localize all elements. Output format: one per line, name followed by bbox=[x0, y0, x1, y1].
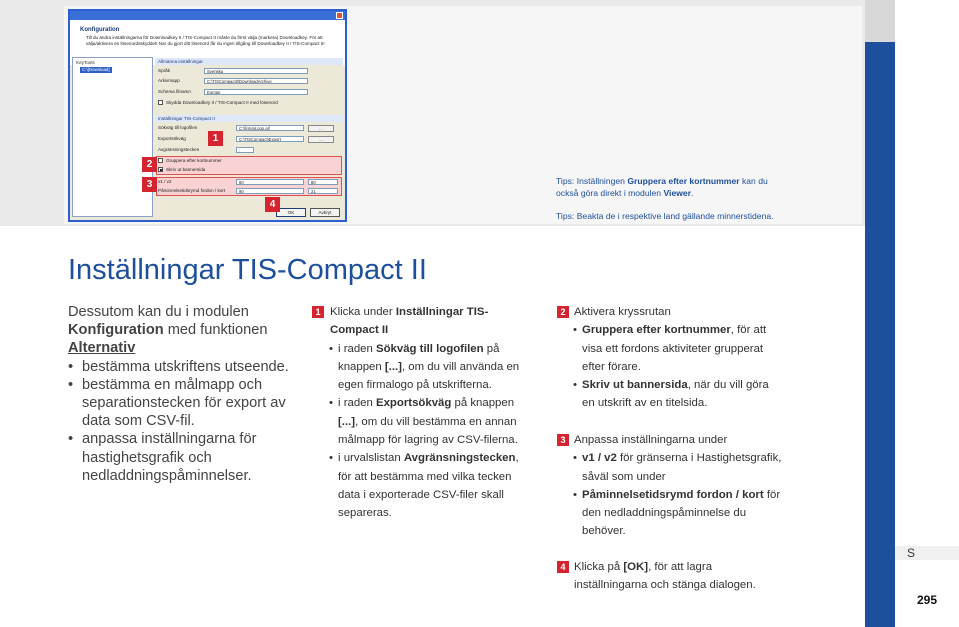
reminder-vehicle-field[interactable]: 90 bbox=[236, 188, 304, 194]
export-path-label: Exportsökväg bbox=[158, 136, 186, 141]
logo-browse-button[interactable]: ... bbox=[308, 125, 334, 132]
protect-checkbox[interactable] bbox=[158, 100, 163, 105]
list-item: • Påminnelsetidsrymd fordon / kort för den nedladdningspåminnelse du behöver. bbox=[574, 486, 784, 541]
intro-list bbox=[68, 358, 298, 485]
group-by-card-label: Gruppera efter kortnummer bbox=[166, 158, 222, 163]
schema-label: Schema filnamn bbox=[158, 89, 191, 94]
dialog-description: Till du ändra inställningarna för Downloadkey II / TIS-Compact II måste du först välja (markera) Downloadkey. För att välja/aktivera en lösenordsskyddet! Nar du gjort ditt lösenord får du ingen tillgång till Downloadkey II / TIS-Compact II! bbox=[86, 35, 325, 46]
v1-field[interactable]: 60 bbox=[236, 179, 304, 185]
language-label: Språk bbox=[158, 68, 171, 73]
tis-settings-header: Inställningar TIS-Compact II bbox=[155, 115, 343, 122]
protect-label: Skydda Downloadkey II / TIS-Compact II med lösenord bbox=[166, 100, 278, 105]
archive-label: Arkivmapp bbox=[158, 78, 180, 83]
step-3-badge: 3 bbox=[557, 434, 569, 446]
reminder-card-field[interactable]: 21 bbox=[308, 188, 338, 194]
device-tree[interactable] bbox=[72, 57, 153, 217]
banner-label: Skriv ut bannersida bbox=[166, 167, 206, 172]
callout-1: 1 bbox=[208, 131, 223, 146]
list-item: • v1 / v2 för gränserna i Hastighetsgrafik, såväl som under bbox=[574, 449, 784, 486]
close-icon[interactable] bbox=[336, 12, 343, 19]
logo-path-field[interactable]: C:\firma\Logo.gif bbox=[236, 125, 304, 131]
cancel-button[interactable]: Avbryt bbox=[310, 208, 340, 217]
configuration-dialog bbox=[68, 9, 347, 222]
step-2-text: Aktivera kryssrutan • Gruppera efter kortnummer, för att visa ett fordons aktiviteter grupperat efter förare. • Skriv ut bannersida, när du vill göra en utskrift av en titelsida. bbox=[574, 303, 784, 413]
list-item: • bestämma utskriftens utseende. bbox=[68, 358, 298, 376]
tip-grouping: Tips: Inställningen Gruppera efter kortnummer kan du också göra direkt i modulen Viewer. bbox=[556, 176, 768, 198]
export-browse-button[interactable]: ... bbox=[308, 136, 334, 143]
page-title: Inställningar TIS-Compact II bbox=[68, 254, 427, 286]
tree-root[interactable]: KeyTools bbox=[76, 60, 95, 65]
list-item: • i raden Sökväg till logofilen på knappen [...], om du vill använda en egen firmalogo på utskrifterna. bbox=[330, 340, 530, 395]
logo-path-label: Sökväg till logofilen bbox=[158, 125, 198, 130]
banner-checkbox[interactable] bbox=[158, 167, 163, 172]
callout-4: 4 bbox=[265, 197, 280, 212]
step-4-text: Klicka på [OK], för att lagra inställningarna och stänga dialogen. bbox=[574, 561, 756, 592]
list-item: • i raden Exportsökväg på knappen [...], om du vill bestämma en annan målmapp för lagring av CSV-filerna. bbox=[330, 394, 530, 449]
separator-label: Avgränsningstecken bbox=[158, 147, 200, 152]
step-1-badge: 1 bbox=[312, 306, 324, 318]
dialog-titlebar bbox=[70, 11, 345, 20]
step-4-badge: 4 bbox=[557, 561, 569, 573]
side-gray-block bbox=[865, 0, 895, 42]
separator-select[interactable]: ; bbox=[236, 147, 254, 153]
v2-field[interactable]: 80 bbox=[308, 179, 338, 185]
ok-button[interactable]: OK bbox=[276, 208, 306, 217]
dialog-title: Konfiguration bbox=[80, 27, 120, 33]
intro-text: Dessutom kan du i modulen Konfiguration med funktionen Alternativ • bestämma utskriftens utseende. • bestämma en målmapp och separationstecken för export av data som CSV-fil. • anpassa inställningarna för hastighetsgrafik och nedladdningspåminnelser. bbox=[68, 303, 298, 485]
export-path-field[interactable]: C:\TISCompact\Export bbox=[236, 136, 304, 142]
tree-selected-item[interactable]: C:\[Download] bbox=[82, 67, 110, 72]
archive-field[interactable]: C:\TISCompactII\DownloadArchive bbox=[204, 78, 308, 84]
general-settings-header: Allmänna inställningar bbox=[155, 58, 343, 65]
tip-retention: Tips: Beakta de i respektive land gällande minnerstidena. bbox=[556, 211, 774, 221]
callout-3: 3 bbox=[142, 177, 157, 192]
list-item: • Gruppera efter kortnummer, för att visa ett fordons aktiviteter grupperat efter förare. bbox=[574, 321, 784, 376]
side-blue-bar bbox=[865, 42, 895, 627]
page-number: 295 bbox=[917, 593, 938, 607]
step-2-badge: 2 bbox=[557, 306, 569, 318]
callout-2: 2 bbox=[142, 157, 157, 172]
section-tab: S bbox=[895, 546, 959, 560]
list-item: • i urvalslistan Avgränsningstecken, för att bestämma med vilka tecken data i exporterade CSV-filer skall separeras. bbox=[330, 449, 530, 522]
list-item: • bestämma en målmapp och separationstecken för export av data som CSV-fil. bbox=[68, 376, 298, 431]
step-1-text: Klicka under Inställningar TIS-Compact II • i raden Sökväg till logofilen på knappen [...], om du vill använda en egen firmalogo på utskrifterna. • i raden Exportsökväg på knappen [...], om du vill bestämma en annan målmapp för lagring av CSV-filerna. • i urvalslistan Avgränsningstecken, för att bestämma med vilka tecken data i exporterade CSV-filer skall separeras. bbox=[330, 303, 530, 523]
v1v2-label: v1 / v2 bbox=[158, 179, 172, 184]
list-item: • anpassa inställningarna för hastighetsgrafik och nedladdningspåminnelser. bbox=[68, 430, 298, 485]
reminder-label: Påminnelsetidsrymd fordon / kort bbox=[158, 188, 226, 193]
group-by-card-checkbox[interactable] bbox=[158, 158, 163, 163]
step-3-text: Anpassa inställningarna under • v1 / v2 för gränserna i Hastighetsgrafik, såväl som under • Påminnelsetidsrymd fordon / kort för den nedladdningspåminnelse du behöver. bbox=[574, 431, 784, 541]
list-item: • Skriv ut bannersida, när du vill göra en utskrift av en titelsida. bbox=[574, 376, 784, 413]
language-select[interactable]: Svenska bbox=[204, 68, 308, 74]
schema-select[interactable]: Europe bbox=[204, 89, 308, 95]
